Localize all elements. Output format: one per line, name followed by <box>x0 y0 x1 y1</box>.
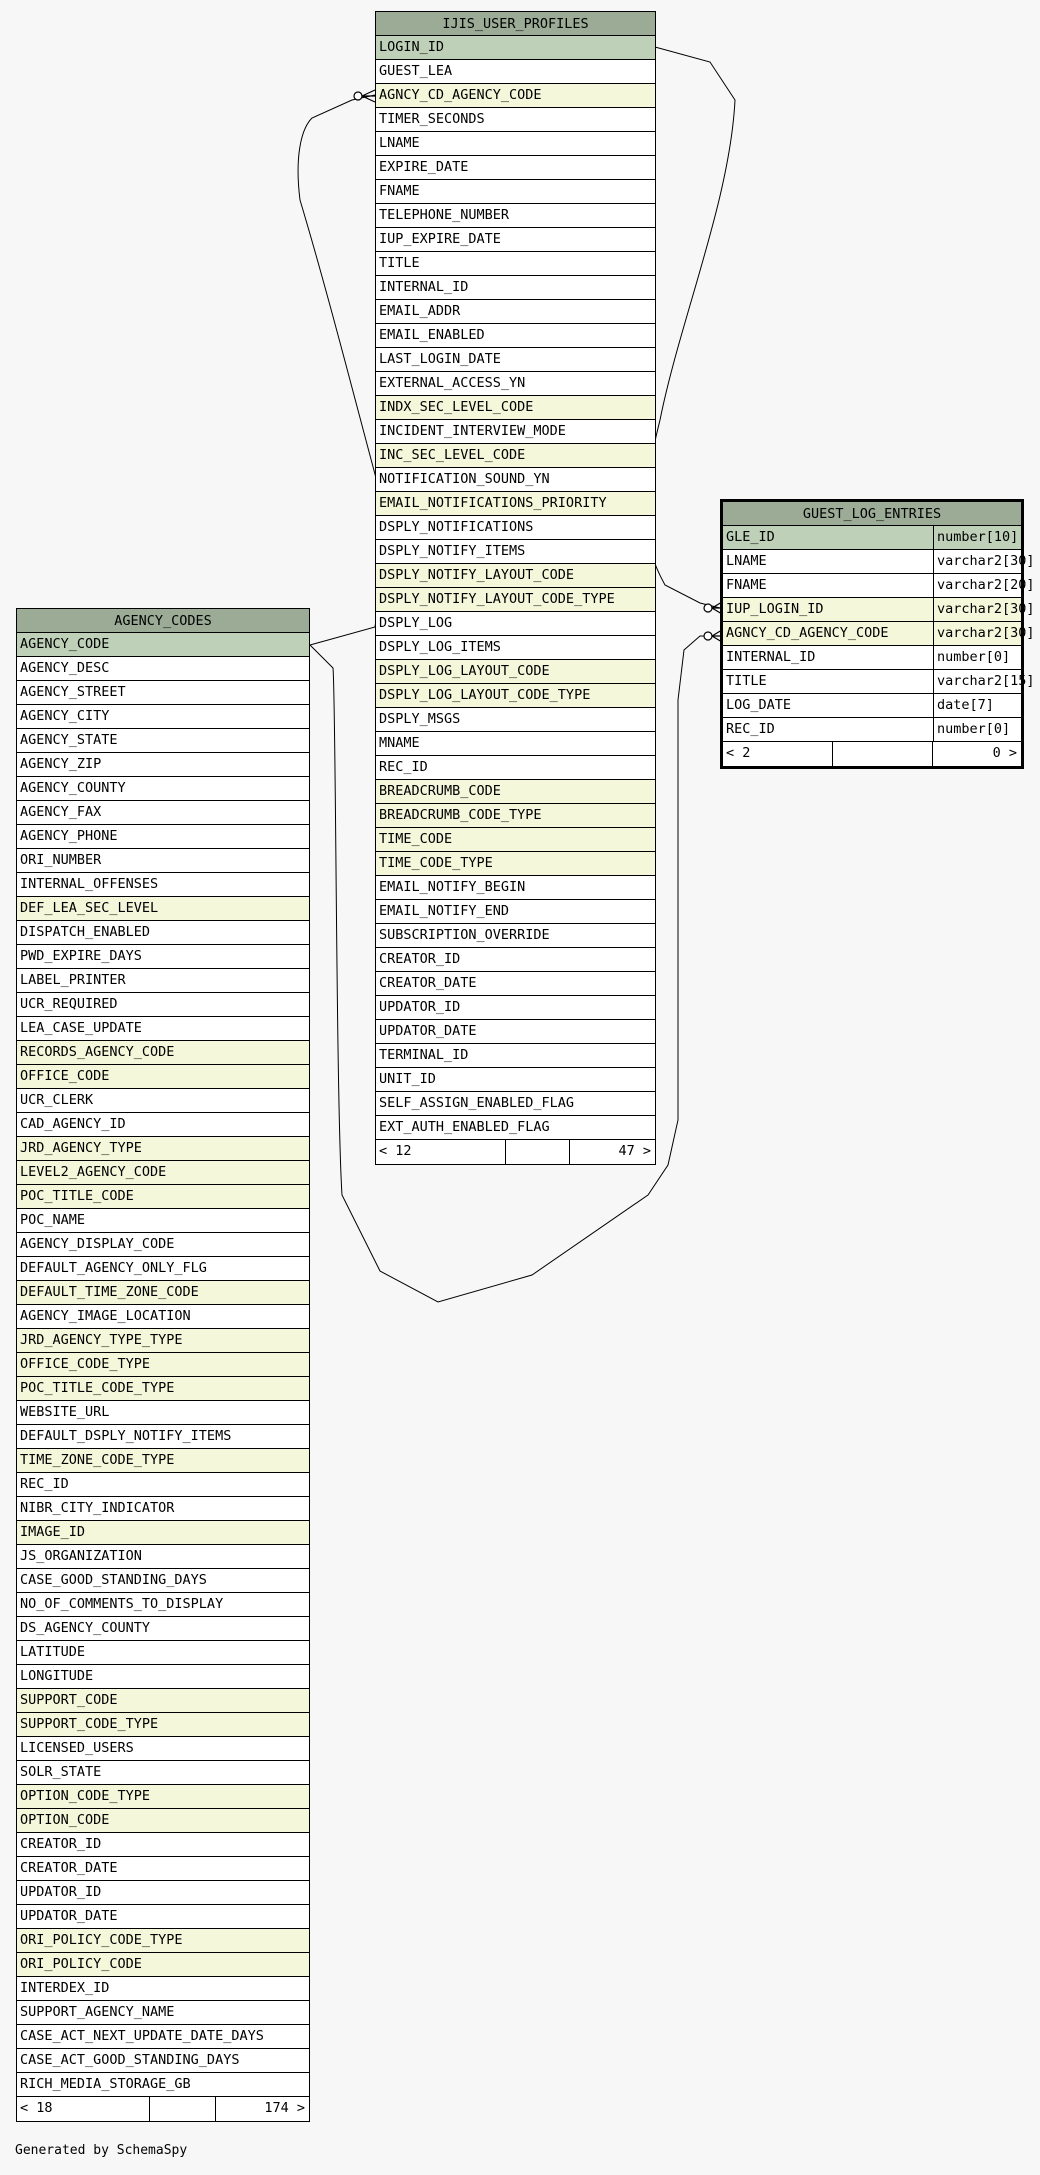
column-name: EMAIL_ADDR <box>379 303 461 319</box>
column-row[interactable] <box>17 1305 309 1329</box>
column-row[interactable] <box>376 1020 655 1044</box>
column-name: POC_TITLE_CODE <box>20 1188 134 1204</box>
column-row[interactable] <box>376 1092 655 1116</box>
column-name: TERMINAL_ID <box>379 1047 469 1063</box>
column-name: BREADCRUMB_CODE_TYPE <box>379 807 542 823</box>
column-row[interactable] <box>17 1497 309 1521</box>
column-row[interactable] <box>17 801 309 825</box>
footer-parents-count[interactable]: < 12 <box>376 1140 506 1164</box>
column-row[interactable] <box>17 993 309 1017</box>
column-name: BREADCRUMB_CODE <box>379 783 501 799</box>
column-row[interactable] <box>376 948 655 972</box>
column-row[interactable] <box>17 1185 309 1209</box>
column-row[interactable] <box>376 156 655 180</box>
column-name: LNAME <box>379 135 420 151</box>
column-name: LOG_DATE <box>726 697 792 713</box>
column-name: JS_ORGANIZATION <box>20 1548 142 1564</box>
column-name: DEF_LEA_SEC_LEVEL <box>20 900 159 916</box>
column-name: SELF_ASSIGN_ENABLED_FLAG <box>379 1095 575 1111</box>
column-type: number[0] <box>933 718 1021 741</box>
column-name: INTERNAL_ID <box>726 649 816 665</box>
column-name: EXTERNAL_ACCESS_YN <box>379 375 526 391</box>
column-name: JRD_AGENCY_TYPE <box>20 1140 142 1156</box>
column-row[interactable] <box>17 1281 309 1305</box>
column-row[interactable] <box>17 1713 309 1737</box>
column-row[interactable] <box>17 1785 309 1809</box>
column-row[interactable] <box>17 825 309 849</box>
column-row[interactable] <box>17 945 309 969</box>
column-name: UPDATOR_ID <box>20 1884 102 1900</box>
column-name: IMAGE_ID <box>20 1524 86 1540</box>
column-row[interactable] <box>17 1425 309 1449</box>
column-name: GLE_ID <box>726 529 775 545</box>
column-name: ORI_NUMBER <box>20 852 102 868</box>
column-row[interactable] <box>376 732 655 756</box>
column-name: AGENCY_DISPLAY_CODE <box>20 1236 175 1252</box>
column-row[interactable] <box>723 718 1021 742</box>
column-row[interactable] <box>376 180 655 204</box>
column-name: LATITUDE <box>20 1644 86 1660</box>
column-name: RICH_MEDIA_STORAGE_GB <box>20 2076 191 2092</box>
column-name: NIBR_CITY_INDICATOR <box>20 1500 175 1516</box>
column-name: TITLE <box>726 673 767 689</box>
column-row[interactable] <box>17 1065 309 1089</box>
column-row[interactable] <box>723 646 1021 670</box>
column-row[interactable] <box>17 873 309 897</box>
column-row[interactable] <box>376 828 655 852</box>
column-name: CREATOR_DATE <box>379 975 477 991</box>
column-row[interactable] <box>17 2049 309 2073</box>
column-row[interactable] <box>723 670 1035 694</box>
generated-by-label: Generated by SchemaSpy <box>15 2143 188 2158</box>
column-row[interactable] <box>723 574 1035 598</box>
column-list <box>376 36 655 1140</box>
column-row[interactable] <box>17 2025 309 2049</box>
column-name: POC_TITLE_CODE_TYPE <box>20 1380 175 1396</box>
column-name: UCR_CLERK <box>20 1092 94 1108</box>
column-name: SUPPORT_AGENCY_NAME <box>20 2004 175 2020</box>
column-name: UPDATOR_ID <box>379 999 461 1015</box>
column-name: JRD_AGENCY_TYPE_TYPE <box>20 1332 183 1348</box>
column-row[interactable] <box>376 276 655 300</box>
footer-children-count[interactable]: 0 > <box>992 745 1017 761</box>
column-name: OPTION_CODE <box>20 1812 110 1828</box>
column-row[interactable] <box>17 1977 309 2001</box>
column-row[interactable] <box>376 684 655 708</box>
column-row[interactable] <box>17 1617 309 1641</box>
column-row[interactable] <box>17 1809 309 1833</box>
column-name: NO_OF_COMMENTS_TO_DISPLAY <box>20 1596 224 1612</box>
column-name: REC_ID <box>20 1476 69 1492</box>
column-name: DEFAULT_AGENCY_ONLY_FLG <box>20 1260 207 1276</box>
column-name: SUPPORT_CODE_TYPE <box>20 1716 159 1732</box>
column-row[interactable] <box>17 1161 309 1185</box>
column-name: TIME_CODE_TYPE <box>379 855 493 871</box>
column-row[interactable] <box>376 996 655 1020</box>
column-row[interactable] <box>376 444 655 468</box>
column-name: INDX_SEC_LEVEL_CODE <box>379 399 534 415</box>
column-name: DSPLY_MSGS <box>379 711 461 727</box>
column-row[interactable] <box>17 1953 309 1977</box>
column-name: OPTION_CODE_TYPE <box>20 1788 151 1804</box>
column-name: AGENCY_STATE <box>20 732 118 748</box>
column-name: TIMER_SECONDS <box>379 111 485 127</box>
column-name: DISPATCH_ENABLED <box>20 924 151 940</box>
column-name: AGNCY_CD_AGENCY_CODE <box>726 625 889 641</box>
column-row[interactable] <box>17 1257 309 1281</box>
column-row[interactable] <box>376 252 655 276</box>
column-row[interactable] <box>376 204 655 228</box>
column-row[interactable] <box>376 636 655 660</box>
column-name: TITLE <box>379 255 420 271</box>
table-footer <box>17 2097 309 2121</box>
column-row[interactable] <box>17 1449 309 1473</box>
column-name: DSPLY_NOTIFY_ITEMS <box>379 543 526 559</box>
column-list <box>723 526 1035 742</box>
column-row[interactable] <box>17 633 309 657</box>
column-name: EMAIL_NOTIFY_END <box>379 903 510 919</box>
column-row[interactable] <box>376 804 655 828</box>
column-name: CREATOR_ID <box>379 951 461 967</box>
column-name: CASE_ACT_NEXT_UPDATE_DATE_DAYS <box>20 2028 264 2044</box>
footer-children-count[interactable]: 174 > <box>264 2100 305 2116</box>
column-row[interactable] <box>376 780 655 804</box>
column-row[interactable] <box>376 708 655 732</box>
column-row[interactable] <box>723 550 1035 574</box>
column-row[interactable] <box>17 705 309 729</box>
column-name: AGENCY_IMAGE_LOCATION <box>20 1308 191 1324</box>
column-type: date[7] <box>933 694 1021 717</box>
column-row[interactable] <box>376 300 655 324</box>
column-row[interactable] <box>17 1353 309 1377</box>
column-name: AGENCY_CODE <box>20 636 110 652</box>
column-name: AGENCY_STREET <box>20 684 126 700</box>
column-row[interactable] <box>376 540 655 564</box>
column-row[interactable] <box>17 1737 309 1761</box>
column-row[interactable] <box>17 1521 309 1545</box>
column-name: INC_SEC_LEVEL_CODE <box>379 447 526 463</box>
table-ijis-user-profiles[interactable] <box>375 11 656 1165</box>
column-row[interactable] <box>17 849 309 873</box>
column-row[interactable] <box>17 1017 309 1041</box>
column-row[interactable] <box>17 1113 309 1137</box>
column-name: NOTIFICATION_SOUND_YN <box>379 471 550 487</box>
column-row[interactable] <box>17 1833 309 1857</box>
column-name: UPDATOR_DATE <box>20 1908 118 1924</box>
column-list <box>17 633 309 2097</box>
column-name: DSPLY_LOG_LAYOUT_CODE_TYPE <box>379 687 591 703</box>
column-row[interactable] <box>17 1665 309 1689</box>
table-title[interactable]: GUEST_LOG_ENTRIES <box>723 502 1021 526</box>
column-name: AGENCY_FAX <box>20 804 102 820</box>
column-row[interactable] <box>723 622 1035 646</box>
column-row[interactable] <box>17 1089 309 1113</box>
column-type: varchar2[30] <box>933 622 1021 645</box>
column-row[interactable] <box>376 84 655 108</box>
column-name: CREATOR_DATE <box>20 1860 118 1876</box>
column-name: DEFAULT_DSPLY_NOTIFY_ITEMS <box>20 1428 232 1444</box>
column-name: LAST_LOGIN_DATE <box>379 351 501 367</box>
column-row[interactable] <box>376 924 655 948</box>
column-row[interactable] <box>376 1116 655 1140</box>
column-name: EMAIL_NOTIFY_BEGIN <box>379 879 526 895</box>
footer-middle <box>833 742 933 766</box>
table-footer <box>376 1140 655 1164</box>
column-row[interactable] <box>17 921 309 945</box>
column-row[interactable] <box>17 1137 309 1161</box>
column-row[interactable] <box>17 1929 309 1953</box>
column-name: WEBSITE_URL <box>20 1404 110 1420</box>
column-row[interactable] <box>17 2073 309 2097</box>
column-row[interactable] <box>17 1881 309 1905</box>
column-row[interactable] <box>17 1545 309 1569</box>
column-row[interactable] <box>17 1905 309 1929</box>
column-name: CREATOR_ID <box>20 1836 102 1852</box>
column-row[interactable] <box>376 132 655 156</box>
column-row[interactable] <box>17 681 309 705</box>
column-row[interactable] <box>376 852 655 876</box>
column-row[interactable] <box>17 1329 309 1353</box>
column-name: AGNCY_CD_AGENCY_CODE <box>379 87 542 103</box>
column-row[interactable] <box>17 1473 309 1497</box>
column-row[interactable] <box>376 372 655 396</box>
column-name: EMAIL_NOTIFICATIONS_PRIORITY <box>379 495 607 511</box>
column-type: varchar2[30] <box>933 598 1021 621</box>
column-row[interactable] <box>376 612 655 636</box>
column-name: OFFICE_CODE_TYPE <box>20 1356 151 1372</box>
column-name: AGENCY_ZIP <box>20 756 102 772</box>
column-row[interactable] <box>17 657 309 681</box>
column-row[interactable] <box>17 1761 309 1785</box>
column-row[interactable] <box>376 972 655 996</box>
column-name: IUP_LOGIN_ID <box>726 601 824 617</box>
column-row[interactable] <box>376 588 655 612</box>
column-name: CASE_ACT_GOOD_STANDING_DAYS <box>20 2052 240 2068</box>
column-name: RECORDS_AGENCY_CODE <box>20 1044 175 1060</box>
column-row[interactable] <box>17 753 309 777</box>
column-row[interactable] <box>17 1209 309 1233</box>
column-row[interactable] <box>17 897 309 921</box>
column-row[interactable] <box>376 396 655 420</box>
footer-parents-count[interactable]: < 2 <box>723 742 833 766</box>
column-row[interactable] <box>723 598 1035 622</box>
column-name: TIME_ZONE_CODE_TYPE <box>20 1452 175 1468</box>
column-row[interactable] <box>17 777 309 801</box>
column-row[interactable] <box>376 324 655 348</box>
column-name: AGENCY_CITY <box>20 708 110 724</box>
column-type: number[10] <box>933 526 1021 549</box>
column-row[interactable] <box>376 36 655 60</box>
table-footer <box>723 742 1021 766</box>
column-name: FNAME <box>379 183 420 199</box>
column-name: TELEPHONE_NUMBER <box>379 207 510 223</box>
column-name: LONGITUDE <box>20 1668 94 1684</box>
column-name: EXPIRE_DATE <box>379 159 469 175</box>
column-type: number[0] <box>933 646 1021 669</box>
column-name: INTERDEX_ID <box>20 1980 110 1996</box>
column-name: DSPLY_NOTIFY_LAYOUT_CODE_TYPE <box>379 591 615 607</box>
column-row[interactable] <box>376 876 655 900</box>
column-name: UNIT_ID <box>379 1071 436 1087</box>
column-name: ORI_POLICY_CODE_TYPE <box>20 1932 183 1948</box>
table-agency-codes[interactable] <box>16 608 310 2122</box>
column-row[interactable] <box>17 2001 309 2025</box>
relationship-end-marker <box>354 92 362 100</box>
column-type: varchar2[15] <box>933 670 1021 693</box>
column-row[interactable] <box>376 516 655 540</box>
column-name: LNAME <box>726 553 767 569</box>
column-row[interactable] <box>376 660 655 684</box>
column-row[interactable] <box>376 348 655 372</box>
column-name: DSPLY_LOG_LAYOUT_CODE <box>379 663 550 679</box>
column-row[interactable] <box>376 1068 655 1092</box>
column-name: CAD_AGENCY_ID <box>20 1116 126 1132</box>
column-name: AGENCY_PHONE <box>20 828 118 844</box>
column-row[interactable] <box>17 1593 309 1617</box>
column-name: LEA_CASE_UPDATE <box>20 1020 142 1036</box>
column-row[interactable] <box>376 1044 655 1068</box>
column-row[interactable] <box>17 1857 309 1881</box>
column-row[interactable] <box>17 1233 309 1257</box>
column-row[interactable] <box>17 1041 309 1065</box>
footer-middle <box>150 2097 216 2121</box>
column-name: ORI_POLICY_CODE <box>20 1956 142 1972</box>
column-name: DSPLY_NOTIFY_LAYOUT_CODE <box>379 567 575 583</box>
column-type: varchar2[20] <box>933 574 1021 597</box>
column-row[interactable] <box>17 729 309 753</box>
column-name: DSPLY_LOG <box>379 615 453 631</box>
footer-middle <box>506 1140 570 1164</box>
column-row[interactable] <box>376 756 655 780</box>
column-name: IUP_EXPIRE_DATE <box>379 231 501 247</box>
column-name: CASE_GOOD_STANDING_DAYS <box>20 1572 207 1588</box>
column-name: OFFICE_CODE <box>20 1068 110 1084</box>
column-name: UCR_REQUIRED <box>20 996 118 1012</box>
column-name: GUEST_LEA <box>379 63 453 79</box>
column-row[interactable] <box>17 1401 309 1425</box>
column-name: INTERNAL_ID <box>379 279 469 295</box>
column-name: LICENSED_USERS <box>20 1740 134 1756</box>
column-name: DSPLY_NOTIFICATIONS <box>379 519 534 535</box>
column-name: MNAME <box>379 735 420 751</box>
column-row[interactable] <box>17 1689 309 1713</box>
column-name: FNAME <box>726 577 767 593</box>
column-type: varchar2[30] <box>933 550 1021 573</box>
column-name: LABEL_PRINTER <box>20 972 126 988</box>
column-row[interactable] <box>17 1641 309 1665</box>
column-name: SUBSCRIPTION_OVERRIDE <box>379 927 550 943</box>
column-row[interactable] <box>376 108 655 132</box>
table-title[interactable]: AGENCY_CODES <box>17 609 309 633</box>
footer-children-count[interactable]: 47 > <box>618 1143 651 1159</box>
column-row[interactable] <box>376 900 655 924</box>
column-row[interactable] <box>723 526 1021 550</box>
column-row[interactable] <box>376 228 655 252</box>
column-name: AGENCY_DESC <box>20 660 110 676</box>
column-row[interactable] <box>376 492 655 516</box>
column-name: POC_NAME <box>20 1212 86 1228</box>
column-row[interactable] <box>376 468 655 492</box>
column-name: INCIDENT_INTERVIEW_MODE <box>379 423 566 439</box>
column-name: TIME_CODE <box>379 831 453 847</box>
column-name: AGENCY_COUNTY <box>20 780 126 796</box>
column-name: DEFAULT_TIME_ZONE_CODE <box>20 1284 199 1300</box>
table-title[interactable]: IJIS_USER_PROFILES <box>376 12 655 36</box>
column-name: INTERNAL_OFFENSES <box>20 876 159 892</box>
column-name: SOLR_STATE <box>20 1764 102 1780</box>
column-name: REC_ID <box>379 759 428 775</box>
column-row[interactable] <box>17 969 309 993</box>
column-name: REC_ID <box>726 721 775 737</box>
column-name: SUPPORT_CODE <box>20 1692 118 1708</box>
column-name: DSPLY_LOG_ITEMS <box>379 639 501 655</box>
column-row[interactable] <box>723 694 1021 718</box>
column-name: EXT_AUTH_ENABLED_FLAG <box>379 1119 550 1135</box>
column-name: PWD_EXPIRE_DAYS <box>20 948 142 964</box>
column-name: DS_AGENCY_COUNTY <box>20 1620 151 1636</box>
column-row[interactable] <box>17 1377 309 1401</box>
table-guest-log-entries[interactable] <box>720 499 1035 769</box>
relationship-end-marker <box>704 604 712 612</box>
column-name: EMAIL_ENABLED <box>379 327 485 343</box>
column-name: UPDATOR_DATE <box>379 1023 477 1039</box>
column-row[interactable] <box>17 1569 309 1593</box>
column-row[interactable] <box>376 60 655 84</box>
relationship-end-marker <box>704 632 712 640</box>
footer-parents-count[interactable]: < 18 <box>17 2097 150 2121</box>
column-name: LEVEL2_AGENCY_CODE <box>20 1164 167 1180</box>
column-row[interactable] <box>376 564 655 588</box>
column-row[interactable] <box>376 420 655 444</box>
column-name: LOGIN_ID <box>379 39 445 55</box>
